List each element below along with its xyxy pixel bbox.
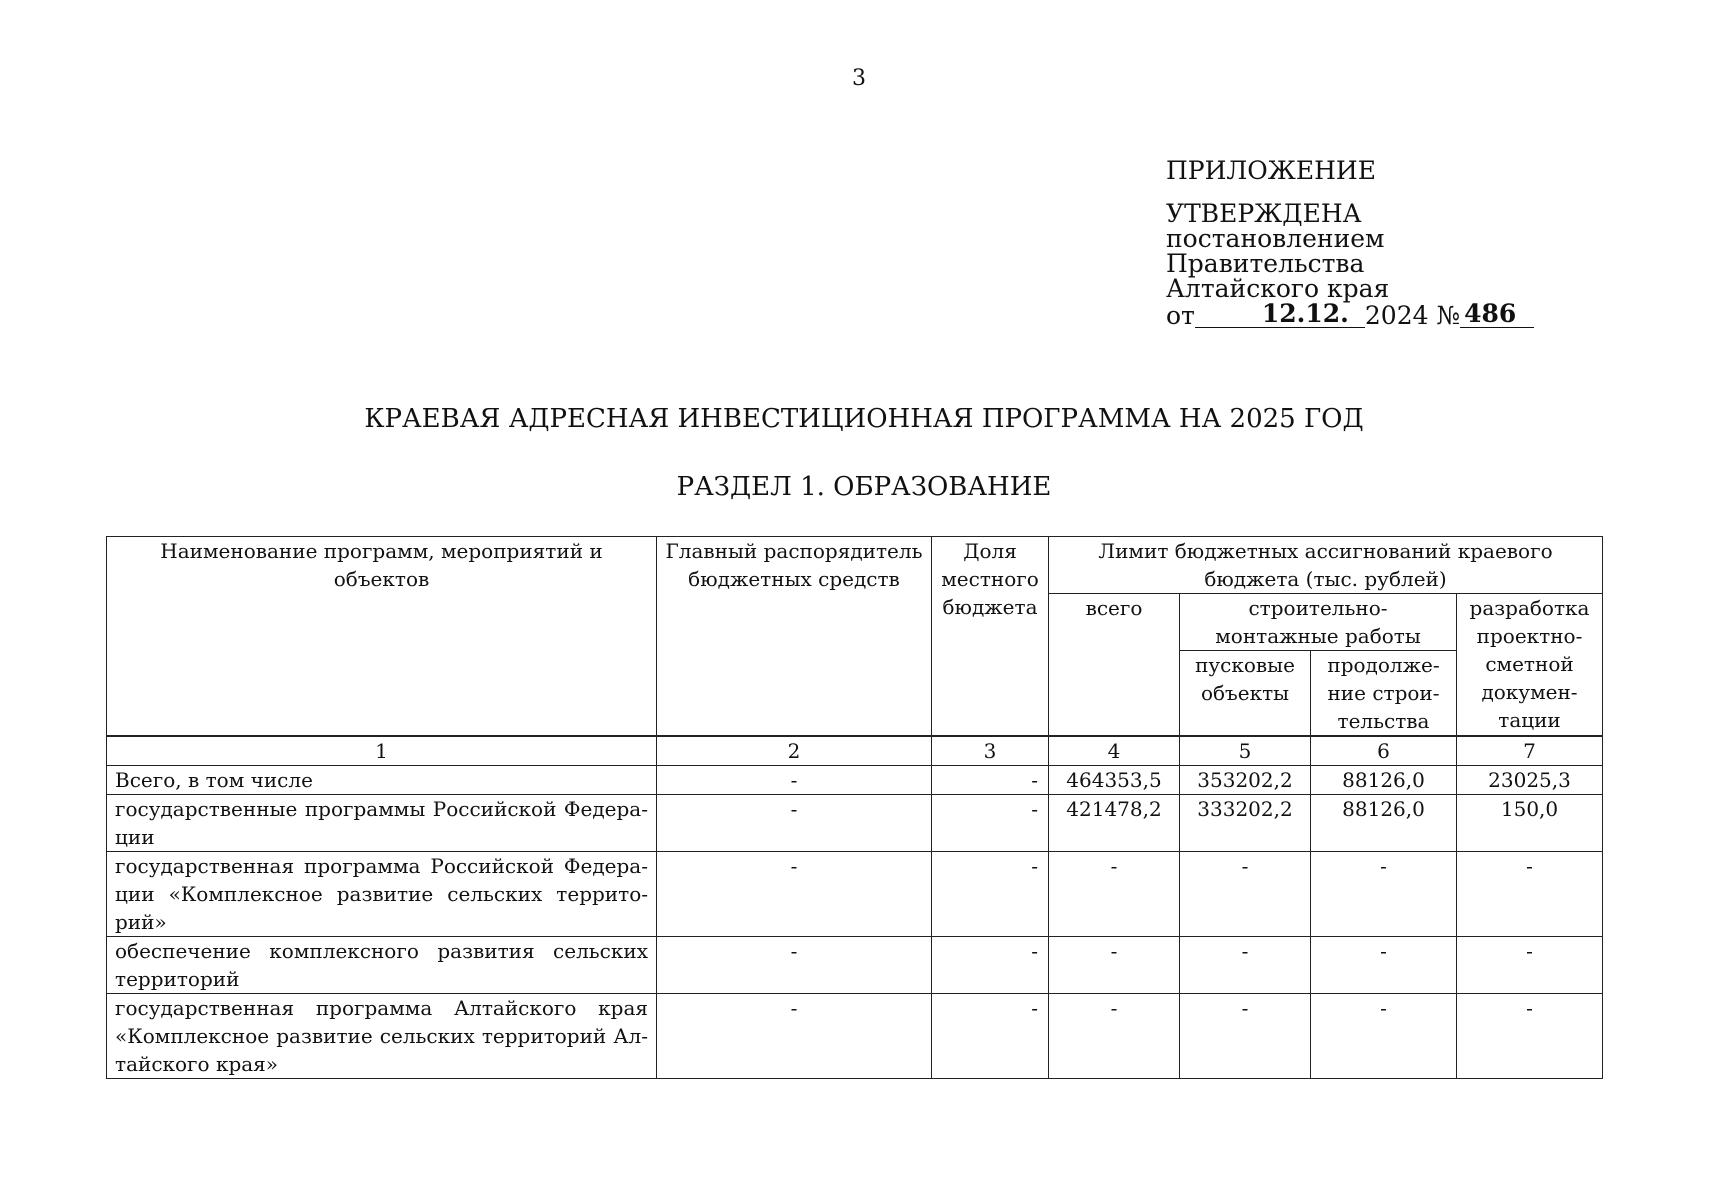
section-title xyxy=(0,472,1718,502)
row-name: государственная программа Российской Федера-ции «Комплексное развитие сельских террито-рий» xyxy=(107,852,657,937)
header-limit: Лимит бюджетных ассигнований краевого бюджета (тыс. рублей) xyxy=(1049,537,1603,594)
document-title xyxy=(0,404,1718,434)
header-construction: строительно-монтажные работы xyxy=(1180,594,1457,651)
approval-block xyxy=(1166,158,1566,328)
approval-date-line xyxy=(1166,301,1566,328)
column-number: 3 xyxy=(932,736,1049,766)
approval-line-2: Алтайского края xyxy=(1166,274,1390,303)
row-continuation: - xyxy=(1311,937,1457,994)
row-name: государственная программа Алтайского края «Комплексное развитие сельских территорий Ал-тайского края» xyxy=(107,994,657,1079)
column-number: 6 xyxy=(1311,736,1457,766)
approval-line-1: постановлением Правительства xyxy=(1166,224,1385,278)
page-number: 3 xyxy=(852,66,866,91)
row-total: - xyxy=(1049,937,1180,994)
row-local-share: - xyxy=(932,994,1049,1079)
document-title-text: КРАЕВАЯ АДРЕСНАЯ ИНВЕСТИЦИОННАЯ ПРОГРАММА НА 2025 ГОД xyxy=(364,404,1364,434)
row-total: - xyxy=(1049,994,1180,1079)
date-prefix: от xyxy=(1166,301,1195,330)
appendix-label: ПРИЛОЖЕНИЕ xyxy=(1166,156,1376,185)
row-name: обеспечение комплексного развития сельских территорий xyxy=(107,937,657,994)
row-design: - xyxy=(1457,937,1603,994)
column-number: 4 xyxy=(1049,736,1180,766)
row-total: 464353,5 xyxy=(1049,766,1180,795)
table-row xyxy=(107,766,1603,795)
row-name: Всего, в том числе xyxy=(107,766,657,795)
row-manager: - xyxy=(657,994,932,1079)
header-continuation: продолже-ние строи-тельства xyxy=(1311,651,1457,737)
approval-year: 2024 № xyxy=(1364,301,1461,330)
row-startup: - xyxy=(1180,937,1311,994)
row-manager: - xyxy=(657,795,932,852)
section-title-text: РАЗДЕЛ 1. ОБРАЗОВАНИЕ xyxy=(676,472,1052,502)
column-number: 7 xyxy=(1457,736,1603,766)
row-manager: - xyxy=(657,766,932,795)
row-startup: 333202,2 xyxy=(1180,795,1311,852)
row-manager: - xyxy=(657,937,932,994)
row-total: 421478,2 xyxy=(1049,795,1180,852)
header-local-share: Доля местного бюджета xyxy=(932,537,1049,737)
row-manager: - xyxy=(657,852,932,937)
table-row xyxy=(107,852,1603,937)
row-design: - xyxy=(1457,852,1603,937)
investment-table xyxy=(106,536,1603,1079)
row-continuation: - xyxy=(1311,994,1457,1079)
row-continuation: 88126,0 xyxy=(1311,766,1457,795)
row-startup: - xyxy=(1180,852,1311,937)
row-local-share: - xyxy=(932,766,1049,795)
row-total: - xyxy=(1049,852,1180,937)
row-design: 150,0 xyxy=(1457,795,1603,852)
row-design: - xyxy=(1457,994,1603,1079)
table-row xyxy=(107,994,1603,1079)
row-design: 23025,3 xyxy=(1457,766,1603,795)
approval-number: 486 xyxy=(1460,301,1534,328)
column-number: 2 xyxy=(657,736,932,766)
header-startup: пусковые объекты xyxy=(1180,651,1311,737)
row-startup: 353202,2 xyxy=(1180,766,1311,795)
column-number: 5 xyxy=(1180,736,1311,766)
column-numbers-row xyxy=(107,736,1603,766)
row-local-share: - xyxy=(932,852,1049,937)
column-number: 1 xyxy=(107,736,657,766)
row-continuation: 88126,0 xyxy=(1311,795,1457,852)
row-startup: - xyxy=(1180,994,1311,1079)
row-continuation: - xyxy=(1311,852,1457,937)
approved-label: УТВЕРЖДЕНА xyxy=(1166,199,1362,228)
header-manager: Главный распорядитель бюджетных средств xyxy=(657,537,932,737)
row-name: государственные программы Российской Федера-ции xyxy=(107,795,657,852)
table-row xyxy=(107,795,1603,852)
header-design: разработка проектно-сметной докумен-тации xyxy=(1457,594,1603,737)
header-total: всего xyxy=(1049,594,1180,737)
row-local-share: - xyxy=(932,795,1049,852)
row-local-share: - xyxy=(932,937,1049,994)
table-row xyxy=(107,937,1603,994)
approval-date: 12.12. xyxy=(1195,301,1365,328)
header-name: Наименование программ, мероприятий и объектов xyxy=(107,537,657,737)
